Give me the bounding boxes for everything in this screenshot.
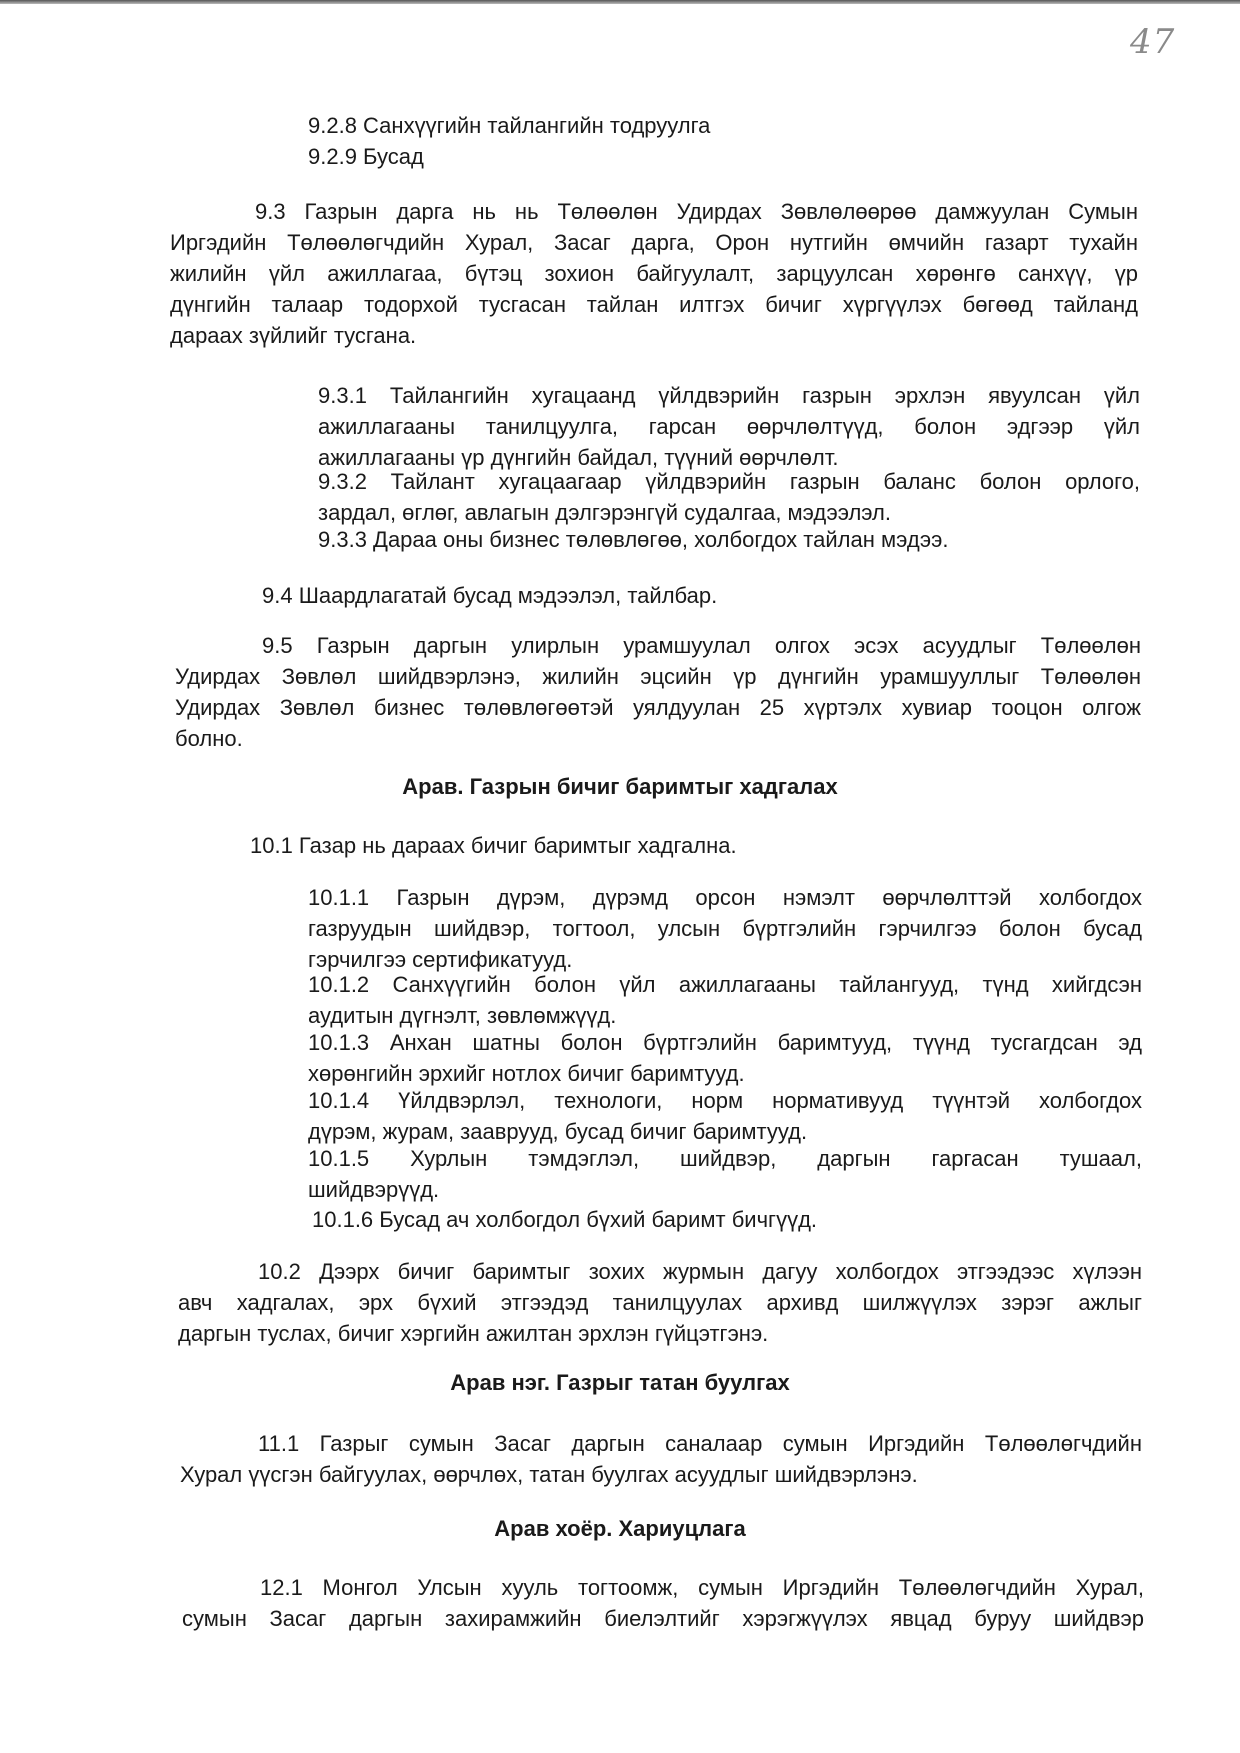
item-10-1-3 — [308, 1027, 1142, 1089]
line: даргын туслах, бичиг хэргийн ажилтан эрхлэн гүйцэтгэнэ. — [178, 1321, 769, 1346]
line: зардал, өглөг, авлагын дэлгэрэнгүй судалгаа, мэдээлэл. — [318, 500, 891, 525]
line: ажиллагааны үр дүнгийн байдал, түүний өөрчлөлт. — [318, 445, 839, 470]
section-heading-11: Арав нэг. Газрыг татан буулгах — [450, 1370, 790, 1395]
page-number: 47 — [1130, 22, 1176, 62]
line: 10.1.1 Газрын дүрэм, дүрэмд орсон нэмэлт өөрчлөлттэй холбогдох — [308, 885, 1142, 910]
line: авч хадгалах, эрх бүхий этгээдэд танилцуулах архивд шилжүүлэх зэрэг ажлыг — [178, 1290, 1142, 1315]
line: 10.1.3 Анхан шатны болон бүртгэлийн баримтууд, түүнд тусгагдсан эд — [308, 1030, 1142, 1055]
line: 10.1.2 Санхүүгийн болон үйл ажиллагааны тайлангууд, түнд хийгдсэн — [308, 972, 1142, 997]
line: аудитын дүгнэлт, зөвлөмжүүд. — [308, 1003, 617, 1028]
paragraph-11-1 — [180, 1428, 1142, 1490]
line: шийдвэрүүд. — [308, 1177, 440, 1202]
item-10-1-5 — [308, 1143, 1142, 1205]
item-10-1-6: 10.1.6 Бусад ач холбогдол бүхий баримт бичгүүд. — [312, 1207, 818, 1232]
line: гэрчилгээ сертификатууд. — [308, 947, 573, 972]
paragraph-9-3 — [170, 196, 1138, 351]
item-9-3-1 — [318, 380, 1140, 473]
item-9-2-9: 9.2.9 Бусад — [308, 144, 424, 169]
line: дүрэм, журам, зааврууд, бусад бичиг баримтууд. — [308, 1119, 808, 1144]
line: 11.1 Газрыг сумын Засаг даргын саналаар сумын Иргэдийн Төлөөлөгчдийн — [258, 1431, 1142, 1456]
line: жилийн үйл ажиллагаа, бүтэц зохион байгуулалт, зарцуулсан хөрөнгө санхүү, үр — [170, 261, 1138, 286]
line: 9.3.2 Тайлант хугацаагаар үйлдвэрийн газрын баланс болон орлого, — [318, 469, 1140, 494]
line: Удирдах Зөвлөл бизнес төлөвлөгөөтэй уялдуулан 25 хүртэлх хувиар тооцон олгож — [175, 695, 1141, 720]
item-9-3-3: 9.3.3 Дараа оны бизнес төлөвлөгөө, холбогдох тайлан мэдээ. — [318, 527, 949, 552]
paragraph-9-5 — [175, 630, 1141, 754]
line: хөрөнгийн эрхийг нотлох бичиг баримтууд. — [308, 1061, 745, 1086]
line: 9.3.1 Тайлангийн хугацаанд үйлдвэрийн газрын эрхлэн явуулсан үйл — [318, 383, 1140, 408]
section-heading-12: Арав хоёр. Хариуцлага — [494, 1516, 746, 1541]
line: Удирдах Зөвлөл шийдвэрлэнэ, жилийн эцсийн үр дүнгийн урамшууллыг Төлөөлөн — [175, 664, 1141, 689]
line: дараах зүйлийг тусгана. — [170, 323, 417, 348]
item-10-1: 10.1 Газар нь дараах бичиг баримтыг хадгална. — [250, 833, 737, 858]
section-heading-10: Арав. Газрын бичиг баримтыг хадгалах — [402, 774, 838, 799]
line: газруудын шийдвэр, тогтоол, улсын бүртгэлийн гэрчилгээ болон бусад — [308, 916, 1142, 941]
line: 9.3 Газрын дарга нь нь Төлөөлөн Удирдах Зөвлөлөөрөө дамжуулан Сумын — [255, 199, 1138, 224]
line: 9.5 Газрын даргын улирлын урамшуулал олгох эсэх асуудлыг Төлөөлөн — [262, 633, 1141, 658]
item-10-1-2 — [308, 969, 1142, 1031]
line: 12.1 Монгол Улсын хууль тогтоомж, сумын Иргэдийн Төлөөлөгчдийн Хурал, — [260, 1575, 1144, 1600]
line: 10.1.4 Үйлдвэрлэл, технологи, норм нормативууд түүнтэй холбогдох — [308, 1088, 1142, 1113]
line: 10.1.5 Хурлын тэмдэглэл, шийдвэр, даргын гаргасан тушаал, — [308, 1146, 1142, 1171]
line: болно. — [175, 726, 243, 751]
item-10-1-1 — [308, 882, 1142, 975]
line: ажиллагааны танилцуулга, гарсан өөрчлөлтүүд, болон эдгээр үйл — [318, 414, 1140, 439]
item-10-1-4 — [308, 1085, 1142, 1147]
item-9-2-8: 9.2.8 Санхүүгийн тайлангийн тодруулга — [308, 113, 711, 138]
item-9-4: 9.4 Шаардлагатай бусад мэдээлэл, тайлбар. — [262, 583, 718, 608]
line: Хурал үүсгэн байгуулах, өөрчлөх, татан буулгах асуудлыг шийдвэрлэнэ. — [180, 1462, 918, 1487]
line: 10.2 Дээрх бичиг баримтыг зохих журмын дагуу холбогдох этгээдээс хүлээн — [258, 1259, 1142, 1284]
line: сумын Засаг даргын захирамжийн биелэлтийг хэрэгжүүлэх явцад буруу шийдвэр — [182, 1606, 1144, 1631]
item-9-3-2 — [318, 466, 1140, 528]
line: Иргэдийн Төлөөлөгчдийн Хурал, Засаг дарга, Орон нутгийн өмчийн газарт тухайн — [170, 230, 1138, 255]
paragraph-12-1 — [182, 1572, 1144, 1634]
paragraph-10-2 — [178, 1256, 1142, 1349]
line: дүнгийн талаар тодорхой тусгасан тайлан илтгэх бичиг хүргүүлэх бөгөөд тайланд — [170, 292, 1138, 317]
